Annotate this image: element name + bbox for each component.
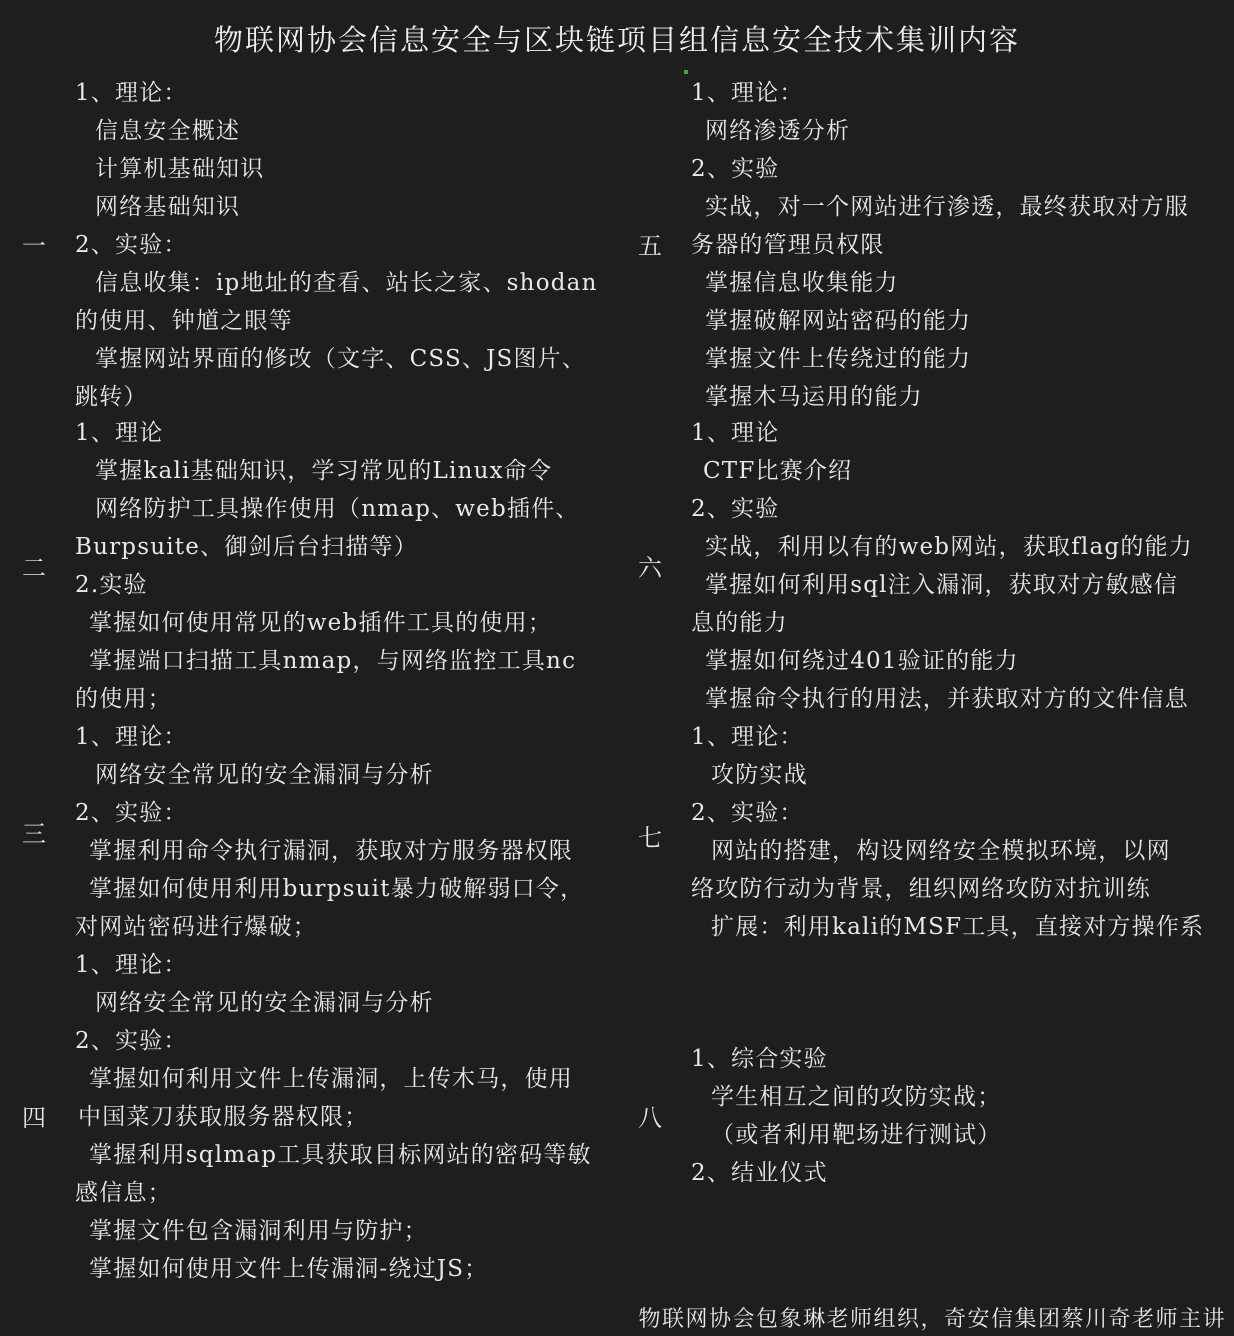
section-2-label: 二 [22,554,46,582]
section-2-line: 的使用； [75,686,172,712]
section-7-line: 1、理论： [691,724,804,750]
section-1-line: 的使用、钟馗之眼等 [75,308,293,334]
section-8 [620,1040,1234,1200]
section-3-line: 2、实验： [75,800,188,826]
section-7-line: 2、实验： [691,800,804,826]
section-7-label: 七 [638,824,662,852]
section-7-line: 扩展：利用kali的MSF工具，直接对方操作系 [711,914,1205,940]
section-1-line: 信息安全概述 [95,118,241,144]
section-5-line: 掌握信息收集能力 [705,270,899,296]
section-4-line: 掌握如何利用文件上传漏洞，上传木马，使用 [89,1066,573,1092]
section-6 [620,414,1234,718]
section-1 [0,74,620,416]
section-2-line: 1、理论 [75,420,164,446]
section-1-line: 1、理论： [75,80,188,106]
section-4-line: 中国菜刀获取服务器权限； [78,1104,369,1130]
section-5 [620,74,1234,416]
section-3 [0,718,620,946]
section-7-line: 网站的搭建，构设网络安全模拟环境，以网 [711,838,1171,864]
footer-credits: 物联网协会包象琳老师组织，奇安信集团蔡川奇老师主讲 [638,1307,1226,1332]
section-6-line: 息的能力 [691,610,788,636]
section-1-line: 计算机基础知识 [95,156,265,182]
section-5-line: 网络渗透分析 [705,118,851,144]
section-1-label: 一 [22,232,46,260]
section-7 [620,718,1234,946]
section-8-line: 学生相互之间的攻防实战； [711,1084,1002,1110]
section-5-line: 实战，对一个网站进行渗透，最终获取对方服 [705,194,1189,220]
section-6-line: 掌握命令执行的用法，并获取对方的文件信息 [705,686,1189,712]
section-5-line: 掌握文件上传绕过的能力 [705,346,972,372]
section-3-line: 掌握如何使用利用burpsuit暴力破解弱口令， [89,876,585,902]
section-4-line: 掌握文件包含漏洞利用与防护； [89,1218,428,1244]
section-6-line: 2、实验 [691,496,780,522]
section-8-label: 八 [638,1104,662,1132]
section-4-line: 掌握利用sqlmap工具获取目标网站的密码等敏 [89,1142,592,1168]
section-4-line: 掌握如何使用文件上传漏洞-绕过JS； [89,1256,489,1282]
section-6-line: 实战，利用以有的web网站，获取flag的能力 [705,534,1193,560]
section-1-line: 2、实验： [75,232,188,258]
section-3-line: 1、理论： [75,724,188,750]
section-5-line: 掌握破解网站密码的能力 [705,308,972,334]
section-6-line: CTF比赛介绍 [703,458,853,484]
section-7-line: 攻防实战 [711,762,808,788]
section-3-label: 三 [22,820,46,848]
section-2-line: 2.实验 [75,572,148,598]
section-1-line: 掌握网站界面的修改（文字、CSS、JS图片、 [95,346,587,372]
section-7-line: 络攻防行动为背景，组织网络攻防对抗训练 [691,876,1151,902]
section-8-line: （或者利用靶场进行测试） [711,1122,1002,1148]
section-2 [0,414,620,718]
section-4-label: 四 [22,1104,46,1132]
section-5-line: 1、理论： [691,80,804,106]
section-2-line: Burpsuite、御剑后台扫描等） [75,534,418,560]
section-2-line: 掌握如何使用常见的web插件工具的使用； [89,610,553,636]
section-3-line: 掌握利用命令执行漏洞，获取对方服务器权限 [89,838,573,864]
section-6-line: 掌握如何利用sql注入漏洞，获取对方敏感信 [705,572,1179,598]
section-4 [0,946,620,1288]
section-5-line: 务器的管理员权限 [691,232,885,258]
section-6-line: 掌握如何绕过401验证的能力 [705,648,1019,674]
section-4-line: 感信息； [75,1180,172,1206]
section-4-line: 网络安全常见的安全漏洞与分析 [95,990,434,1016]
section-8-line: 2、结业仪式 [691,1160,828,1186]
section-5-label: 五 [638,232,662,260]
section-1-line: 信息收集：ip地址的查看、站长之家、shodan [95,270,598,296]
section-2-line: 掌握kali基础知识，学习常见的Linux命令 [95,458,553,484]
section-2-line: 掌握端口扫描工具nmap，与网络监控工具nc [89,648,577,674]
section-5-line: 掌握木马运用的能力 [705,384,923,410]
section-1-line: 网络基础知识 [95,194,241,220]
section-3-line: 对网站密码进行爆破； [75,914,317,940]
section-8-line: 1、综合实验 [691,1046,828,1072]
section-1-line: 跳转） [75,384,148,410]
section-4-line: 1、理论： [75,952,188,978]
section-5-line: 2、实验 [691,156,780,182]
section-6-label: 六 [638,554,662,582]
section-4-line: 2、实验： [75,1028,188,1054]
section-3-line: 网络安全常见的安全漏洞与分析 [95,762,434,788]
section-2-line: 网络防护工具操作使用（nmap、web插件、 [95,496,580,522]
section-6-line: 1、理论 [691,420,780,446]
page-title: 物联网协会信息安全与区块链项目组信息安全技术集训内容 [213,23,1020,57]
